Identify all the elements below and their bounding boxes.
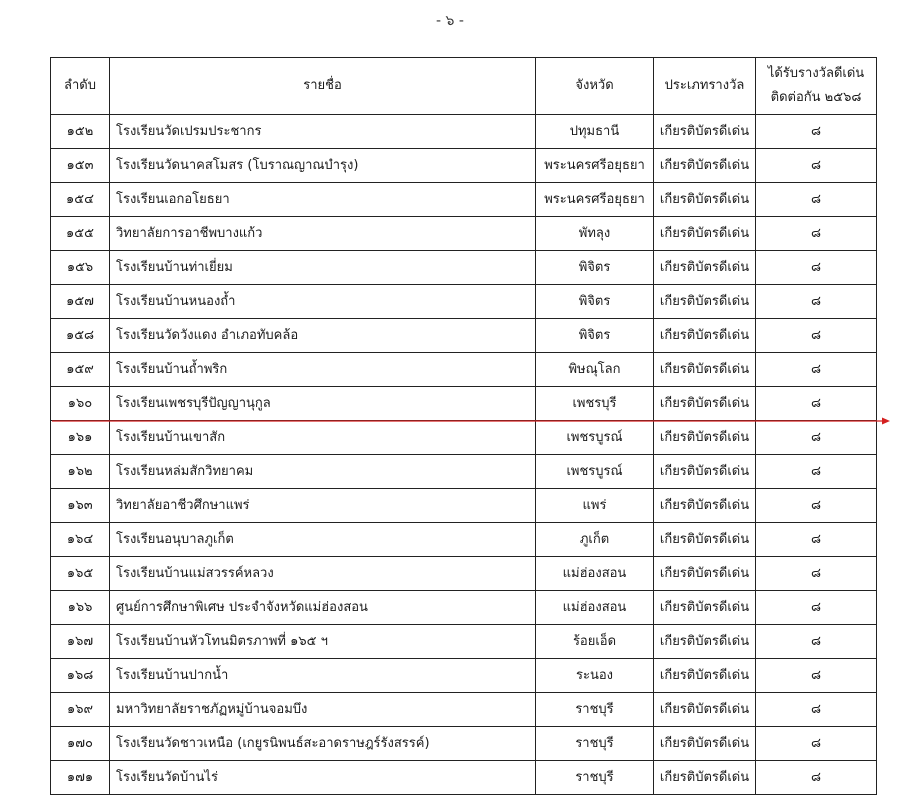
row-award-type: เกียรติบัตรดีเด่น <box>654 251 756 285</box>
table-row <box>51 591 877 625</box>
row-name: โรงเรียนวัดบ้านไร่ <box>110 761 536 795</box>
row-award-type: เกียรติบัตรดีเด่น <box>654 591 756 625</box>
row-award-type: เกียรติบัตรดีเด่น <box>654 659 756 693</box>
header-province: จังหวัด <box>536 58 654 115</box>
arrow-head-icon <box>882 418 890 425</box>
row-award-type: เกียรติบัตรดีเด่น <box>654 387 756 421</box>
row-province: เพชรบูรณ์ <box>536 455 654 489</box>
row-name: โรงเรียนบ้านแม่สวรรค์หลวง <box>110 557 536 591</box>
row-award-type: เกียรติบัตรดีเด่น <box>654 489 756 523</box>
row-province: ราชบุรี <box>536 727 654 761</box>
row-years: ๘ <box>756 727 877 761</box>
header-row <box>51 58 877 115</box>
table-row <box>51 421 877 455</box>
row-award-type: เกียรติบัตรดีเด่น <box>654 149 756 183</box>
row-number: ๑๕๔ <box>51 183 110 217</box>
row-name: มหาวิทยาลัยราชภัฏหมู่บ้านจอมบึง <box>110 693 536 727</box>
row-years: ๘ <box>756 285 877 319</box>
row-number: ๑๖๐ <box>51 387 110 421</box>
row-award-type: เกียรติบัตรดีเด่น <box>654 353 756 387</box>
header-years-line1: ได้รับรางวัลดีเด่น <box>767 66 865 81</box>
row-province: พระนครศรีอยุธยา <box>536 183 654 217</box>
row-province: แพร่ <box>536 489 654 523</box>
row-years: ๘ <box>756 489 877 523</box>
row-award-type: เกียรติบัตรดีเด่น <box>654 761 756 795</box>
row-province: ราชบุรี <box>536 693 654 727</box>
row-award-type: เกียรติบัตรดีเด่น <box>654 557 756 591</box>
row-number: ๑๕๒ <box>51 115 110 149</box>
row-name: โรงเรียนบ้านเขาสัก <box>110 421 536 455</box>
row-award-type: เกียรติบัตรดีเด่น <box>654 693 756 727</box>
row-province: พิษณุโลก <box>536 353 654 387</box>
row-province: พระนครศรีอยุธยา <box>536 149 654 183</box>
row-name: โรงเรียนบ้านหนองถ้ำ <box>110 285 536 319</box>
row-years: ๘ <box>756 523 877 557</box>
table-header <box>51 58 877 115</box>
table-row <box>51 319 877 353</box>
row-name: โรงเรียนเอกอโยธยา <box>110 183 536 217</box>
table-row <box>51 557 877 591</box>
header-no: ลำดับ <box>51 58 110 115</box>
table-row <box>51 183 877 217</box>
row-name: โรงเรียนวัดเปรมประชากร <box>110 115 536 149</box>
row-number: ๑๕๗ <box>51 285 110 319</box>
row-number: ๑๕๙ <box>51 353 110 387</box>
row-province: ระนอง <box>536 659 654 693</box>
row-province: เพชรบุรี <box>536 387 654 421</box>
row-years: ๘ <box>756 115 877 149</box>
row-name: โรงเรียนบ้านท่าเยี่ยม <box>110 251 536 285</box>
row-award-type: เกียรติบัตรดีเด่น <box>654 319 756 353</box>
table-row <box>51 285 877 319</box>
header-name: รายชื่อ <box>110 58 536 115</box>
header-years-line2: ติดต่อกัน ๒๕๖๘ <box>770 90 862 105</box>
row-province: ร้อยเอ็ด <box>536 625 654 659</box>
row-award-type: เกียรติบัตรดีเด่น <box>654 217 756 251</box>
row-number: ๑๗๐ <box>51 727 110 761</box>
table-row <box>51 727 877 761</box>
page-number: - ๖ - <box>436 13 464 29</box>
row-years: ๘ <box>756 421 877 455</box>
row-name: โรงเรียนบ้านหัวโทนมิตรภาพที่ ๑๖๕ ฯ <box>110 625 536 659</box>
row-award-type: เกียรติบัตรดีเด่น <box>654 421 756 455</box>
row-number: ๑๖๓ <box>51 489 110 523</box>
table-row <box>51 693 877 727</box>
row-name: ศูนย์การศึกษาพิเศษ ประจำจังหวัดแม่ฮ่องสอน <box>110 591 536 625</box>
row-years: ๘ <box>756 387 877 421</box>
red-marker-arrow <box>52 417 890 425</box>
row-years: ๘ <box>756 557 877 591</box>
row-years: ๘ <box>756 353 877 387</box>
row-name: วิทยาลัยการอาชีพบางแก้ว <box>110 217 536 251</box>
table-row <box>51 489 877 523</box>
row-award-type: เกียรติบัตรดีเด่น <box>654 523 756 557</box>
row-number: ๑๖๒ <box>51 455 110 489</box>
row-number: ๑๖๔ <box>51 523 110 557</box>
row-name: โรงเรียนหล่มสักวิทยาคม <box>110 455 536 489</box>
header-years <box>756 58 877 115</box>
row-number: ๑๕๘ <box>51 319 110 353</box>
row-province: เพชรบูรณ์ <box>536 421 654 455</box>
row-province: พิจิตร <box>536 251 654 285</box>
row-name: โรงเรียนวัดชาวเหนือ (เกยูรนิพนธ์สะอาดราษฎร์รังสรรค์) <box>110 727 536 761</box>
row-number: ๑๕๖ <box>51 251 110 285</box>
row-name: โรงเรียนเพชรบุรีปัญญานุกูล <box>110 387 536 421</box>
row-number: ๑๖๙ <box>51 693 110 727</box>
row-years: ๘ <box>756 455 877 489</box>
row-number: ๑๕๕ <box>51 217 110 251</box>
table-row <box>51 115 877 149</box>
row-award-type: เกียรติบัตรดีเด่น <box>654 285 756 319</box>
table-row <box>51 251 877 285</box>
row-name: โรงเรียนบ้านปากน้ำ <box>110 659 536 693</box>
table-row <box>51 761 877 795</box>
row-number: ๑๖๗ <box>51 625 110 659</box>
table-row <box>51 149 877 183</box>
row-province: ภูเก็ต <box>536 523 654 557</box>
row-years: ๘ <box>756 625 877 659</box>
row-years: ๘ <box>756 183 877 217</box>
row-years: ๘ <box>756 149 877 183</box>
row-province: พิจิตร <box>536 285 654 319</box>
header-award-type: ประเภทรางวัล <box>654 58 756 115</box>
row-award-type: เกียรติบัตรดีเด่น <box>654 183 756 217</box>
row-name: วิทยาลัยอาชีวศึกษาแพร่ <box>110 489 536 523</box>
row-years: ๘ <box>756 319 877 353</box>
table-row <box>51 523 877 557</box>
row-number: ๑๖๘ <box>51 659 110 693</box>
table-body <box>51 115 877 795</box>
table-row <box>51 625 877 659</box>
row-name: โรงเรียนวัดนาคสโมสร (โบราณญาณบำรุง) <box>110 149 536 183</box>
row-number: ๑๖๑ <box>51 421 110 455</box>
row-years: ๘ <box>756 659 877 693</box>
row-years: ๘ <box>756 251 877 285</box>
table-row <box>51 659 877 693</box>
row-province: พัทลุง <box>536 217 654 251</box>
row-years: ๘ <box>756 591 877 625</box>
row-province: แม่ฮ่องสอน <box>536 557 654 591</box>
row-years: ๘ <box>756 761 877 795</box>
row-name: โรงเรียนอนุบาลภูเก็ต <box>110 523 536 557</box>
row-name: โรงเรียนบ้านถ้ำพริก <box>110 353 536 387</box>
row-province: ปทุมธานี <box>536 115 654 149</box>
row-number: ๑๖๖ <box>51 591 110 625</box>
row-province: แม่ฮ่องสอน <box>536 591 654 625</box>
award-table <box>50 57 877 795</box>
table-row <box>51 387 877 421</box>
row-name: โรงเรียนวัดวังแดง อำเภอทับคล้อ <box>110 319 536 353</box>
row-award-type: เกียรติบัตรดีเด่น <box>654 625 756 659</box>
table-row <box>51 217 877 251</box>
row-province: ราชบุรี <box>536 761 654 795</box>
table-row <box>51 353 877 387</box>
row-number: ๑๗๑ <box>51 761 110 795</box>
row-province: พิจิตร <box>536 319 654 353</box>
row-number: ๑๖๕ <box>51 557 110 591</box>
table-row <box>51 455 877 489</box>
row-award-type: เกียรติบัตรดีเด่น <box>654 727 756 761</box>
row-award-type: เกียรติบัตรดีเด่น <box>654 115 756 149</box>
row-years: ๘ <box>756 217 877 251</box>
row-award-type: เกียรติบัตรดีเด่น <box>654 455 756 489</box>
row-years: ๘ <box>756 693 877 727</box>
row-number: ๑๕๓ <box>51 149 110 183</box>
